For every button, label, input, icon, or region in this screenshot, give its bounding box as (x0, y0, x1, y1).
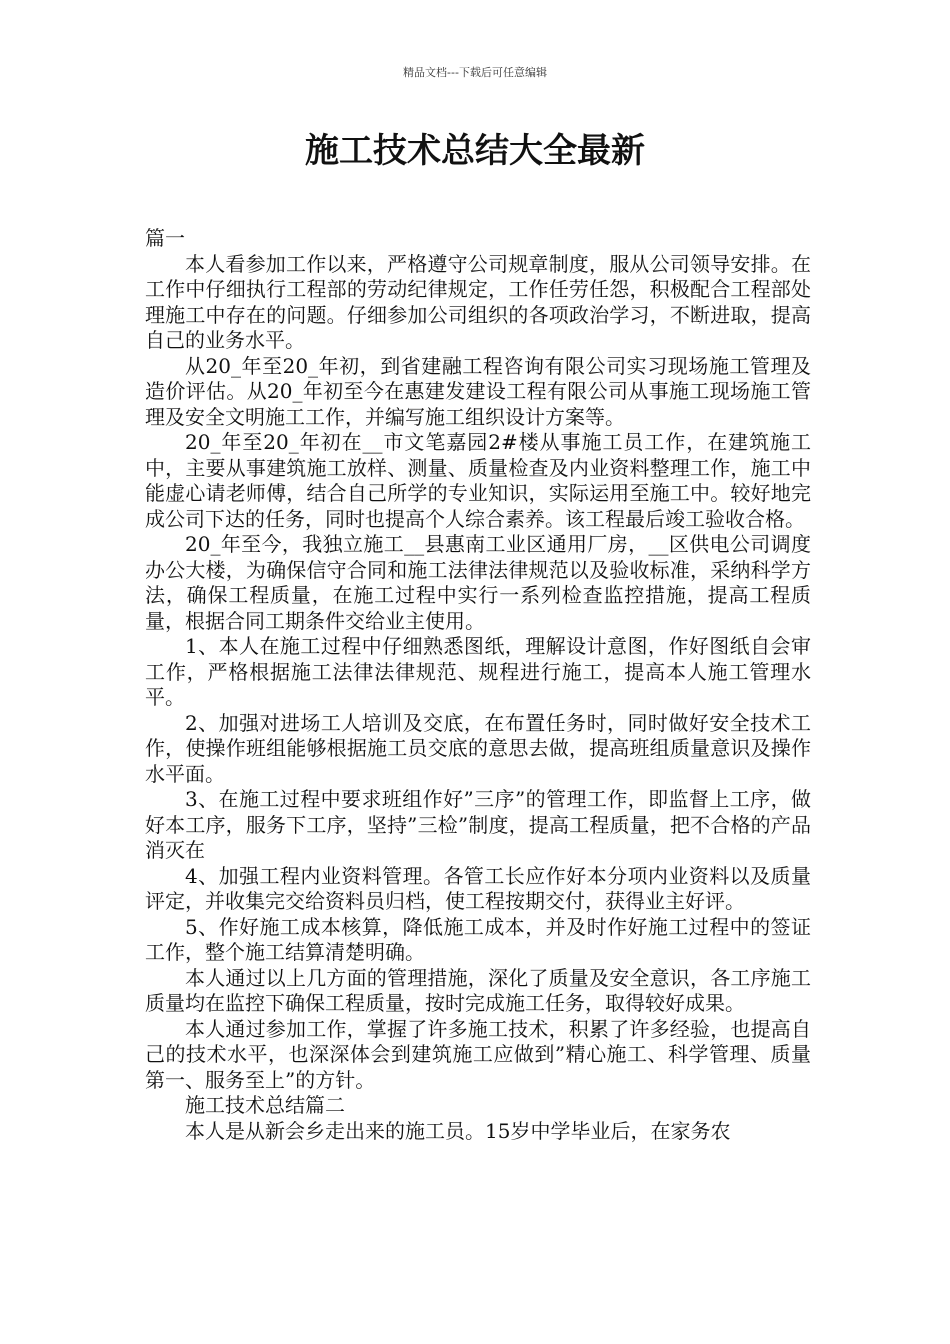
paragraph: 本人是从新会乡走出来的施工员。15岁中学毕业后，在家务农 (185, 1118, 731, 1143)
paragraph: 从20_年至20_年初，到省建融工程咨询有限公司实习现场施工管理及造价评估。从20_年初至今在惠建发建设工程有限公司从事施工现场施工管理及安全文明施工工作，并编写施工组织设计方案等。 (145, 353, 811, 429)
paragraph: 1、本人在施工过程中仔细熟悉图纸，理解设计意图，作好图纸自会审工作，严格根据施工法律法律规范、规程进行施工，提高本人施工管理水平。 (145, 634, 811, 709)
paragraph: 5、作好施工成本核算，降低施工成本，并及时作好施工过程中的签证工作，整个施工结算清楚明确。 (145, 914, 811, 964)
paragraph: 20_年至20_年初在__市文笔嘉园2#楼从事施工员工作，在建筑施工中，主要从事建筑施工放样、测量、质量检查及内业资料整理工作，施工中能虚心请老师傅，结合自己所学的专业知识，实际运用至施工中。较好地完成公司下达的任务，同时也提高个人综合素养。该工程最后竣工验收合格。 (145, 430, 811, 531)
section-heading: 施工技术总结篇二 (185, 1093, 345, 1117)
paragraph: 本人通过以上几方面的管理措施，深化了质量及安全意识，各工序施工质量均在监控下确保工程质量，按时完成施工任务，取得较好成果。 (145, 965, 811, 1015)
paragraph: 本人通过参加工作，掌握了许多施工技术，积累了许多经验，也提高自己的技术水平，也深深体会到建筑施工应做到”精心施工、科学管理、质量第一、服务至上”的方针。 (145, 1016, 811, 1092)
document-title: 施工技术总结大全最新 (305, 131, 645, 171)
section-label: 篇一 (145, 226, 185, 250)
paragraph: 本人看参加工作以来，严格遵守公司规章制度，服从公司领导安排。在工作中仔细执行工程部的劳动纪律规定，工作任劳任怨，积极配合工程部处理施工中存在的问题。仔细参加公司组织的各项政治学习，不断进取，提高自己的业务水平。 (145, 251, 811, 352)
paragraph: 2、加强对进场工人培训及交底，在布置任务时，同时做好安全技术工作，使操作班组能够根据施工员交底的意思去做，提高班组质量意识及操作水平面。 (145, 710, 811, 786)
page-header-note: 精品文档---下载后可任意编辑 (403, 66, 547, 79)
paragraph: 20_年至今，我独立施工__县惠南工业区通用厂房，__区供电公司调度办公大楼，为确保信守合同和施工法律法律规范以及验收标准，采纳科学方法，确保工程质量，在施工过程中实行一系列检查监控措施，提高工程质量，根据合同工期条件交给业主使用。 (145, 532, 811, 633)
paragraph: 4、加强工程内业资料管理。各管工长应作好本分项内业资料以及质量评定，并收集完交给资料员归档，使工程按期交付，获得业主好评。 (145, 863, 811, 913)
document-body (145, 226, 811, 1144)
paragraph: 3、在施工过程中要求班组作好”三序”的管理工作，即监督上工序，做好本工序，服务下工序，坚持”三检”制度，提高工程质量，把不合格的产品消灭在 (145, 787, 811, 862)
